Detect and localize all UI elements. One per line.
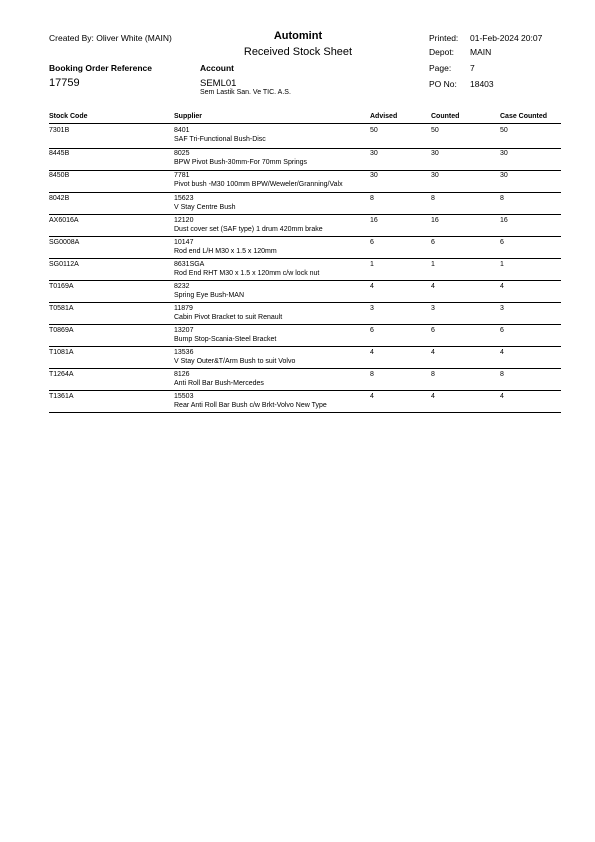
table-header (49, 113, 561, 122)
counted-qty: 1 (431, 261, 435, 268)
case-counted-qty: 3 (500, 305, 504, 312)
item-description: Rear Anti Roll Bar Bush c/w Brkt-Volvo New Type (174, 402, 327, 409)
account-code: SEML01 (200, 78, 237, 89)
supplier-code: 13536 (174, 349, 194, 356)
item-description: Rod end L/H M30 x 1.5 x 120mm (174, 248, 277, 255)
supplier-code: 15503 (174, 393, 194, 400)
advised-qty: 1 (370, 261, 374, 268)
printed-label: Printed: (429, 33, 459, 43)
case-counted-qty: 6 (500, 239, 504, 246)
row-divider (49, 324, 561, 325)
counted-qty: 50 (431, 127, 439, 134)
column-header-counted: Counted (431, 113, 460, 120)
row-divider (49, 390, 561, 391)
stock-code: 7301B (49, 127, 70, 134)
stock-code: T0869A (49, 327, 74, 334)
stock-code: 8445B (49, 150, 70, 157)
item-description: Pivot bush -M30 100mm BPW/Weweler/Granning/Valx (174, 181, 343, 188)
supplier-code: 10147 (174, 239, 194, 246)
stock-code: AX6016A (49, 217, 79, 224)
advised-qty: 3 (370, 305, 374, 312)
stock-code: T0169A (49, 283, 74, 290)
counted-qty: 4 (431, 283, 435, 290)
stock-code: SG0008A (49, 239, 80, 246)
depot-value: MAIN (470, 47, 492, 57)
advised-qty: 4 (370, 349, 374, 356)
case-counted-qty: 30 (500, 172, 508, 179)
depot-label: Depot: (429, 47, 455, 57)
company-name: Automint (273, 30, 323, 42)
supplier-code: 8126 (174, 371, 190, 378)
counted-qty: 16 (431, 217, 439, 224)
advised-qty: 4 (370, 393, 374, 400)
advised-qty: 16 (370, 217, 378, 224)
counted-qty: 8 (431, 371, 435, 378)
advised-qty: 8 (370, 371, 374, 378)
document-title: Received Stock Sheet (243, 46, 353, 58)
booking-ref-label: Booking Order Reference (49, 63, 152, 73)
row-divider (49, 148, 561, 149)
advised-qty: 30 (370, 150, 378, 157)
column-header-supplier: Supplier (174, 113, 203, 120)
printed-value: 01-Feb-2024 20:07 (470, 33, 543, 43)
counted-qty: 6 (431, 327, 435, 334)
row-divider (49, 258, 561, 259)
row-divider (49, 302, 561, 303)
stock-code: SG0112A (49, 261, 79, 268)
counted-qty: 4 (431, 393, 435, 400)
row-divider (49, 346, 561, 347)
page-label: Page: (429, 63, 452, 73)
table-row (49, 150, 561, 172)
supplier-code: 8232 (174, 283, 190, 290)
case-counted-qty: 8 (500, 195, 504, 202)
counted-qty: 4 (431, 349, 435, 356)
counted-qty: 8 (431, 195, 435, 202)
item-description: Bump Stop-Scania-Steel Bracket (174, 336, 277, 343)
column-header-case-counted: Case Counted (500, 113, 548, 120)
row-divider (49, 236, 561, 237)
account-name: Sem Lastik San. Ve TIC. A.S. (200, 89, 291, 96)
row-divider (49, 280, 561, 281)
table-row (49, 172, 561, 194)
table-row (49, 127, 561, 149)
counted-qty: 30 (431, 172, 439, 179)
supplier-code: 8631SGA (174, 261, 205, 268)
case-counted-qty: 30 (500, 150, 508, 157)
supplier-code: 11879 (174, 305, 193, 312)
counted-qty: 6 (431, 239, 435, 246)
counted-qty: 3 (431, 305, 435, 312)
supplier-code: 12120 (174, 217, 194, 224)
supplier-code: 13207 (174, 327, 194, 334)
case-counted-qty: 6 (500, 327, 504, 334)
page-value: 7 (470, 63, 475, 73)
advised-qty: 30 (370, 172, 378, 179)
item-description: V Stay Centre Bush (174, 204, 236, 211)
advised-qty: 6 (370, 327, 374, 334)
stock-code: T0581A (49, 305, 74, 312)
item-description: SAF Tri-Functional Bush-Disc (174, 136, 266, 143)
po-value: 18403 (470, 79, 494, 89)
case-counted-qty: 16 (500, 217, 508, 224)
advised-qty: 6 (370, 239, 374, 246)
created-by-label: Created By: (49, 33, 94, 43)
supplier-code: 7781 (174, 172, 190, 179)
case-counted-qty: 1 (500, 261, 504, 268)
stock-code: 8450B (49, 172, 70, 179)
advised-qty: 4 (370, 283, 374, 290)
item-description: V Stay Outer&T/Arm Bush to suit Volvo (174, 358, 296, 365)
row-divider (49, 214, 561, 215)
row-divider (49, 368, 561, 369)
stock-code: 8042B (49, 195, 70, 202)
header-rule (49, 123, 561, 124)
item-description: Dust cover set (SAF type) 1 drum 420mm brake (174, 226, 323, 233)
item-description: Cabin Pivot Bracket to suit Renault (174, 314, 283, 321)
account-label: Account (200, 63, 234, 73)
counted-qty: 30 (431, 150, 439, 157)
supplier-code: 8401 (174, 127, 190, 134)
case-counted-qty: 4 (500, 393, 504, 400)
case-counted-qty: 4 (500, 283, 504, 290)
advised-qty: 50 (370, 127, 378, 134)
case-counted-qty: 50 (500, 127, 508, 134)
row-divider (49, 170, 561, 171)
table-bottom-rule (49, 412, 561, 413)
stock-code: T1081A (49, 349, 74, 356)
column-header-stock-code: Stock Code (49, 113, 88, 120)
booking-ref-value: 17759 (49, 77, 80, 89)
column-header-advised: Advised (370, 113, 398, 120)
supplier-code: 15623 (174, 195, 194, 202)
item-description: BPW Pivot Bush-30mm-For 70mm Springs (174, 159, 308, 166)
created-by-value: Oliver White (MAIN) (96, 33, 172, 43)
case-counted-qty: 4 (500, 349, 504, 356)
stock-code: T1361A (49, 393, 74, 400)
advised-qty: 8 (370, 195, 374, 202)
item-description: Spring Eye Bush-MAN (174, 292, 245, 299)
row-divider (49, 192, 561, 193)
item-description: Rod End RHT M30 x 1.5 x 120mm c/w lock nut (174, 270, 320, 277)
po-label: PO No: (429, 79, 457, 89)
item-description: Anti Roll Bar Bush-Mercedes (174, 380, 264, 387)
supplier-code: 8025 (174, 150, 190, 157)
case-counted-qty: 8 (500, 371, 504, 378)
created-by (49, 33, 172, 43)
stock-code: T1264A (49, 371, 74, 378)
